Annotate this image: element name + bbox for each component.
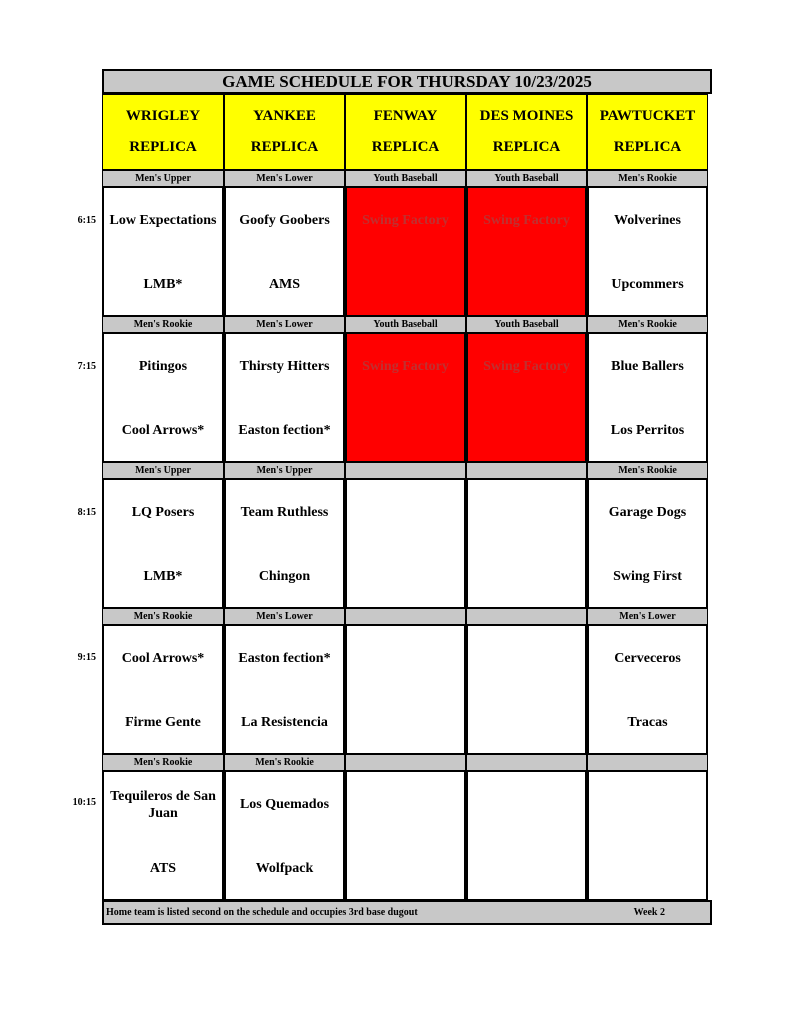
away-team: Swing Factory xyxy=(362,359,449,374)
time-label-7-15: 7:15 xyxy=(77,361,96,372)
game-cell-empty xyxy=(345,771,466,900)
division-label xyxy=(345,462,466,479)
venue-name: PAWTUCKET xyxy=(599,108,696,124)
game-cell xyxy=(587,479,708,608)
division-label: Men's Lower xyxy=(224,608,345,625)
schedule-footer xyxy=(102,900,712,925)
away-team: Blue Ballers xyxy=(611,359,684,374)
game-row xyxy=(102,479,712,608)
division-label xyxy=(466,608,587,625)
division-label: Youth Baseball xyxy=(466,316,587,333)
venue-name: DES MOINES xyxy=(479,108,574,124)
game-cell xyxy=(102,333,224,462)
venue-sub: REPLICA xyxy=(613,139,682,155)
division-label: Men's Rookie xyxy=(102,316,224,333)
time-label-10-15: 10:15 xyxy=(72,797,96,808)
venue-sub: REPLICA xyxy=(371,139,440,155)
schedule-table xyxy=(102,69,712,925)
home-team: LMB* xyxy=(143,569,183,584)
away-team: Swing Factory xyxy=(483,213,570,228)
game-cell xyxy=(224,333,345,462)
away-team: Cerveceros xyxy=(614,651,681,666)
game-cell xyxy=(224,187,345,316)
division-row xyxy=(102,316,712,333)
time-label-8-15: 8:15 xyxy=(77,507,96,518)
game-cell-empty xyxy=(587,771,708,900)
away-team: Low Expectations xyxy=(109,213,217,228)
venue-sub: REPLICA xyxy=(129,139,197,155)
division-label xyxy=(587,754,708,771)
away-team: Easton fection* xyxy=(238,651,331,666)
home-team: Cool Arrows* xyxy=(121,423,205,438)
division-label: Men's Rookie xyxy=(102,754,224,771)
away-team: Thirsty Hitters xyxy=(239,359,330,374)
game-cell-empty xyxy=(466,625,587,754)
division-label: Men's Lower xyxy=(224,316,345,333)
away-team: Team Ruthless xyxy=(240,505,329,520)
division-label: Youth Baseball xyxy=(345,316,466,333)
game-cell-booked xyxy=(466,333,587,462)
home-team: ATS xyxy=(149,861,177,876)
home-team: Chingon xyxy=(258,569,311,584)
away-team: Goofy Goobers xyxy=(239,213,330,228)
venue-header-row xyxy=(102,94,712,170)
home-team: Tracas xyxy=(627,715,668,730)
venue-yankee xyxy=(224,94,345,170)
game-cell-booked xyxy=(345,333,466,462)
venue-sub: REPLICA xyxy=(250,139,319,155)
venue-fenway xyxy=(345,94,466,170)
away-team: LQ Posers xyxy=(131,505,195,520)
venue-pawtucket xyxy=(587,94,708,170)
game-cell xyxy=(102,625,224,754)
schedule-title: GAME SCHEDULE FOR THURSDAY 10/23/2025 xyxy=(102,69,712,94)
division-label: Men's Rookie xyxy=(224,754,345,771)
division-label: Men's Rookie xyxy=(587,170,708,187)
away-team: Tequileros de San Juan xyxy=(110,789,216,821)
division-row xyxy=(102,462,712,479)
home-team: Los Perritos xyxy=(610,423,685,438)
game-cell-empty xyxy=(466,771,587,900)
division-label: Men's Rookie xyxy=(102,608,224,625)
game-cell xyxy=(587,333,708,462)
home-team: LMB* xyxy=(143,277,183,292)
game-cell-empty xyxy=(466,479,587,608)
home-team: Upcommers xyxy=(611,277,684,292)
away-team: Garage Dogs xyxy=(608,505,687,520)
game-cell xyxy=(102,479,224,608)
time-label-6-15: 6:15 xyxy=(77,215,96,226)
division-row xyxy=(102,754,712,771)
division-label: Men's Lower xyxy=(224,170,345,187)
game-row xyxy=(102,333,712,462)
game-cell-empty xyxy=(345,479,466,608)
division-label: Men's Upper xyxy=(224,462,345,479)
division-label: Men's Lower xyxy=(587,608,708,625)
game-cell xyxy=(224,625,345,754)
home-team: Swing First xyxy=(613,569,682,584)
division-row xyxy=(102,608,712,625)
week-label: Week 2 xyxy=(633,907,665,918)
game-cell-booked xyxy=(345,187,466,316)
division-label: Men's Upper xyxy=(102,170,224,187)
division-label: Men's Rookie xyxy=(587,316,708,333)
division-label xyxy=(345,608,466,625)
game-row xyxy=(102,187,712,316)
game-cell xyxy=(102,187,224,316)
venue-des-moines xyxy=(466,94,587,170)
game-cell-booked xyxy=(466,187,587,316)
away-team: Swing Factory xyxy=(483,359,570,374)
game-cell xyxy=(224,479,345,608)
game-row xyxy=(102,625,712,754)
home-team: Wolfpack xyxy=(255,861,314,876)
footer-note: Home team is listed second on the schedule and occupies 3rd base dugout xyxy=(106,907,418,918)
venue-wrigley xyxy=(102,94,224,170)
division-label xyxy=(466,462,587,479)
venue-name: YANKEE xyxy=(253,108,316,124)
away-team: Swing Factory xyxy=(362,213,449,228)
game-cell-empty xyxy=(345,625,466,754)
division-label xyxy=(466,754,587,771)
home-team: La Resistencia xyxy=(241,715,328,730)
division-row xyxy=(102,170,712,187)
home-team: Firme Gente xyxy=(125,715,201,730)
game-cell xyxy=(587,187,708,316)
game-row xyxy=(102,771,712,900)
division-label: Youth Baseball xyxy=(345,170,466,187)
away-team: Cool Arrows* xyxy=(121,651,205,666)
venue-sub: REPLICA xyxy=(492,139,561,155)
away-team: Los Quemados xyxy=(239,797,330,812)
division-label: Men's Rookie xyxy=(587,462,708,479)
division-label: Youth Baseball xyxy=(466,170,587,187)
home-team: AMS xyxy=(268,277,301,292)
game-cell xyxy=(224,771,345,900)
game-cell xyxy=(587,625,708,754)
game-cell xyxy=(102,771,224,900)
venue-name: WRIGLEY xyxy=(125,108,201,124)
away-team: Wolverines xyxy=(614,213,681,228)
venue-name: FENWAY xyxy=(373,108,438,124)
home-team: Easton fection* xyxy=(238,423,331,438)
away-team: Pitingos xyxy=(138,359,188,374)
time-label-9-15: 9:15 xyxy=(77,652,96,663)
division-label xyxy=(345,754,466,771)
division-label: Men's Upper xyxy=(102,462,224,479)
